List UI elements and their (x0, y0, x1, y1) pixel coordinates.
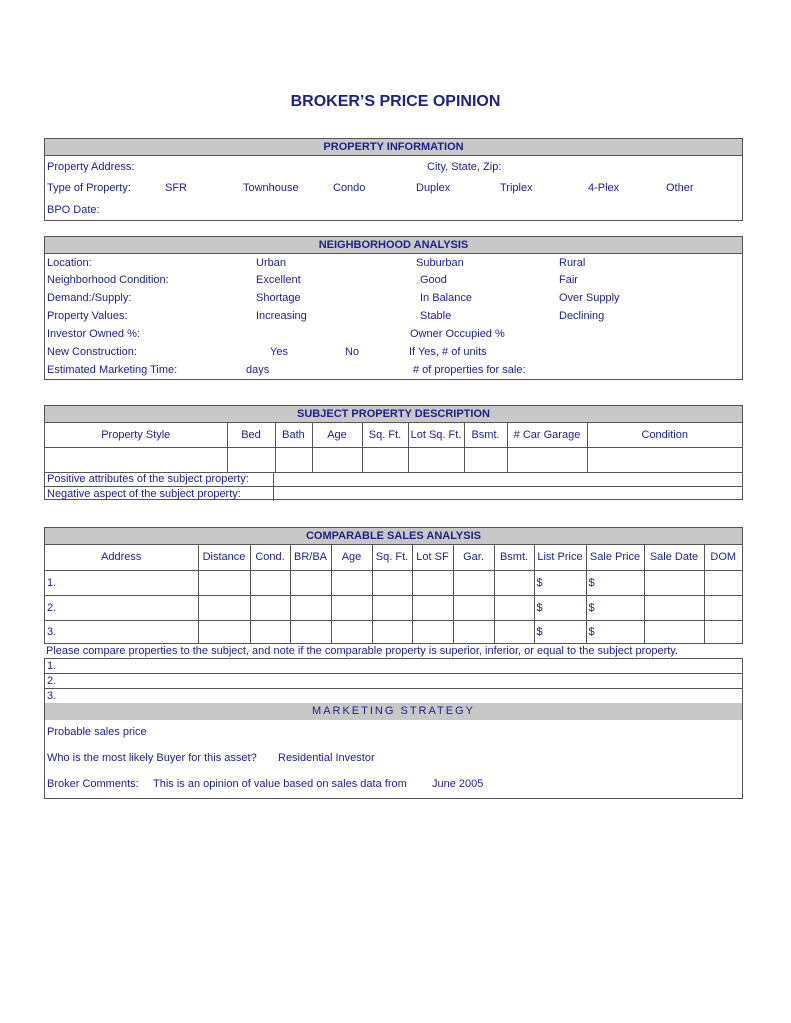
table-row (45, 570, 742, 595)
type-option[interactable]: 4-Plex (588, 182, 620, 194)
input-cell[interactable] (331, 595, 372, 620)
column-header: Gar. (453, 545, 494, 570)
input-cell[interactable] (494, 595, 534, 620)
negative-aspect-field[interactable] (273, 487, 742, 501)
investor-owned-label: Investor Owned %: (47, 328, 140, 340)
section-header: NEIGHBORHOOD ANALYSIS (45, 237, 742, 254)
list-price-cell[interactable]: $ (534, 620, 586, 644)
table-row (45, 595, 742, 620)
comparison-note: Please compare properties to the subject, and note if the comparable property is superior, inferior, or equal to the subject property. (46, 645, 679, 657)
column-header: Sq. Ft. (362, 423, 408, 447)
input-cell[interactable] (494, 570, 534, 595)
input-cell[interactable] (312, 447, 362, 472)
table-row (45, 620, 742, 644)
condition-option[interactable]: Good (420, 274, 447, 286)
subject-attributes-table (45, 473, 742, 501)
location-option[interactable]: Rural (559, 257, 586, 269)
type-of-property-label: Type of Property: (47, 182, 131, 194)
input-cell[interactable] (464, 447, 507, 472)
input-cell[interactable] (45, 447, 227, 472)
input-cell[interactable] (412, 620, 453, 644)
input-cell[interactable] (507, 447, 587, 472)
comparison-note-row[interactable] (45, 689, 742, 703)
property-values-label: Property Values: (47, 310, 128, 322)
demand-option[interactable]: Over Supply (559, 292, 620, 304)
marketing-strategy-header: MARKETING STRATEGY (45, 703, 742, 720)
positive-attributes-field[interactable] (273, 473, 742, 487)
likely-buyer-label: Who is the most likely Buyer for this asset? (47, 752, 257, 764)
input-cell[interactable] (644, 595, 704, 620)
location-option[interactable]: Suburban (416, 257, 464, 269)
column-header: Address (45, 545, 198, 570)
input-cell[interactable] (331, 570, 372, 595)
input-cell[interactable] (250, 620, 290, 644)
input-cell[interactable] (198, 570, 250, 595)
marketing-time-label: Estimated Marketing Time: (47, 364, 178, 376)
column-header: Bath (275, 423, 312, 447)
input-cell[interactable] (290, 570, 331, 595)
location-label: Location: (47, 257, 92, 269)
comparison-note-row[interactable] (45, 659, 742, 674)
section-header: SUBJECT PROPERTY DESCRIPTION (45, 406, 742, 423)
property-information-section (44, 138, 743, 221)
column-header: Distance (198, 545, 250, 570)
column-header: Condition (587, 423, 742, 447)
column-header: # Car Garage (507, 423, 587, 447)
input-cell[interactable] (331, 620, 372, 644)
input-cell[interactable] (290, 595, 331, 620)
input-cell[interactable] (453, 620, 494, 644)
values-option[interactable]: Stable (420, 310, 452, 322)
property-address-label: Property Address: (47, 161, 135, 173)
comparison-notes-section (44, 658, 743, 799)
column-header: Lot SF (412, 545, 453, 570)
type-option[interactable]: Duplex (416, 182, 451, 194)
yes-option[interactable]: Yes (270, 346, 288, 358)
input-cell[interactable] (704, 595, 742, 620)
type-option[interactable]: Triplex (500, 182, 533, 194)
location-option[interactable]: Urban (256, 257, 286, 269)
neighborhood-analysis-section (44, 236, 743, 380)
type-option[interactable]: SFR (165, 182, 187, 194)
input-cell[interactable] (644, 620, 704, 644)
page-title: BROKER’S PRICE OPINION (290, 93, 501, 110)
row-number: 1. (45, 570, 198, 595)
days-label: days (246, 364, 270, 376)
broker-comments-date[interactable]: June 2005 (432, 778, 484, 790)
column-header: Cond. (250, 545, 290, 570)
input-cell[interactable] (494, 620, 534, 644)
likely-buyer-value[interactable]: Residential Investor (278, 752, 375, 764)
column-header: BR/BA (290, 545, 331, 570)
units-label: If Yes, # of units (409, 346, 487, 358)
sale-price-cell[interactable]: $ (586, 620, 644, 644)
type-option[interactable]: Townhouse (243, 182, 299, 194)
input-cell[interactable] (412, 570, 453, 595)
input-cell[interactable] (587, 447, 742, 472)
row-number: 2. (45, 595, 198, 620)
column-header: Sale Date (644, 545, 704, 570)
demand-option[interactable]: In Balance (420, 292, 472, 304)
section-header: COMPARABLE SALES ANALYSIS (45, 528, 742, 545)
positive-attributes-label: Positive attributes of the subject property: (45, 473, 273, 487)
probable-sales-price-label: Probable sales price (47, 726, 147, 738)
condition-option[interactable]: Fair (559, 274, 578, 286)
column-header: Bed (227, 423, 275, 447)
owner-occupied-label: Owner Occupied % (410, 328, 505, 340)
input-cell[interactable] (408, 447, 464, 472)
row-number: 2. (47, 675, 57, 687)
no-option[interactable]: No (345, 346, 360, 358)
column-header: Age (312, 423, 362, 447)
subject-property-section (44, 405, 743, 500)
input-cell[interactable] (704, 620, 742, 644)
new-construction-label: New Construction: (47, 346, 137, 358)
input-cell[interactable] (362, 447, 408, 472)
input-cell[interactable] (644, 570, 704, 595)
condition-option[interactable]: Excellent (256, 274, 301, 286)
input-cell[interactable] (290, 620, 331, 644)
demand-supply-label: Demand:/Supply: (47, 292, 132, 304)
comparable-sales-section (44, 527, 743, 644)
bpo-date-label: BPO Date: (47, 204, 100, 216)
column-header: Bsmt. (464, 423, 507, 447)
properties-for-sale-label: # of properties for sale: (413, 364, 526, 376)
list-price-cell[interactable]: $ (534, 570, 586, 595)
input-cell[interactable] (453, 570, 494, 595)
city-state-zip-label: City, State, Zip: (427, 161, 502, 173)
input-cell[interactable] (412, 595, 453, 620)
column-header: Property Style (45, 423, 227, 447)
type-option[interactable]: Other (666, 182, 694, 194)
input-cell[interactable] (453, 595, 494, 620)
comparables-table (45, 545, 742, 644)
subject-property-table (45, 423, 742, 473)
column-header: Sq. Ft. (372, 545, 412, 570)
negative-aspect-label: Negative aspect of the subject property: (45, 487, 273, 501)
input-cell[interactable] (250, 595, 290, 620)
input-cell[interactable] (227, 447, 275, 472)
condition-label: Neighborhood Condition: (47, 274, 169, 286)
column-header: Age (331, 545, 372, 570)
section-header: PROPERTY INFORMATION (45, 139, 742, 156)
input-cell[interactable] (704, 570, 742, 595)
column-header: Sale Price (586, 545, 644, 570)
input-cell[interactable] (372, 570, 412, 595)
list-price-cell[interactable]: $ (534, 595, 586, 620)
input-cell[interactable] (372, 620, 412, 644)
column-header: Lot Sq. Ft. (408, 423, 464, 447)
sale-price-cell[interactable]: $ (586, 570, 644, 595)
values-option[interactable]: Increasing (256, 310, 307, 322)
column-header: List Price (534, 545, 586, 570)
column-header: DOM (704, 545, 742, 570)
demand-option[interactable]: Shortage (256, 292, 301, 304)
input-cell[interactable] (198, 595, 250, 620)
input-cell[interactable] (372, 595, 412, 620)
sale-price-cell[interactable]: $ (586, 595, 644, 620)
input-cell[interactable] (275, 447, 312, 472)
input-cell[interactable] (250, 570, 290, 595)
row-number: 3. (45, 620, 198, 644)
type-option[interactable]: Condo (333, 182, 366, 194)
row-number: 1. (47, 660, 57, 672)
input-cell[interactable] (198, 620, 250, 644)
values-option[interactable]: Declining (559, 310, 605, 322)
row-number: 3. (47, 690, 57, 702)
comparison-note-row[interactable] (45, 674, 742, 689)
broker-comments-text[interactable]: This is an opinion of value based on sales data from (153, 778, 407, 790)
broker-comments-label: Broker Comments: (47, 778, 139, 790)
column-header: Bsmt. (494, 545, 534, 570)
